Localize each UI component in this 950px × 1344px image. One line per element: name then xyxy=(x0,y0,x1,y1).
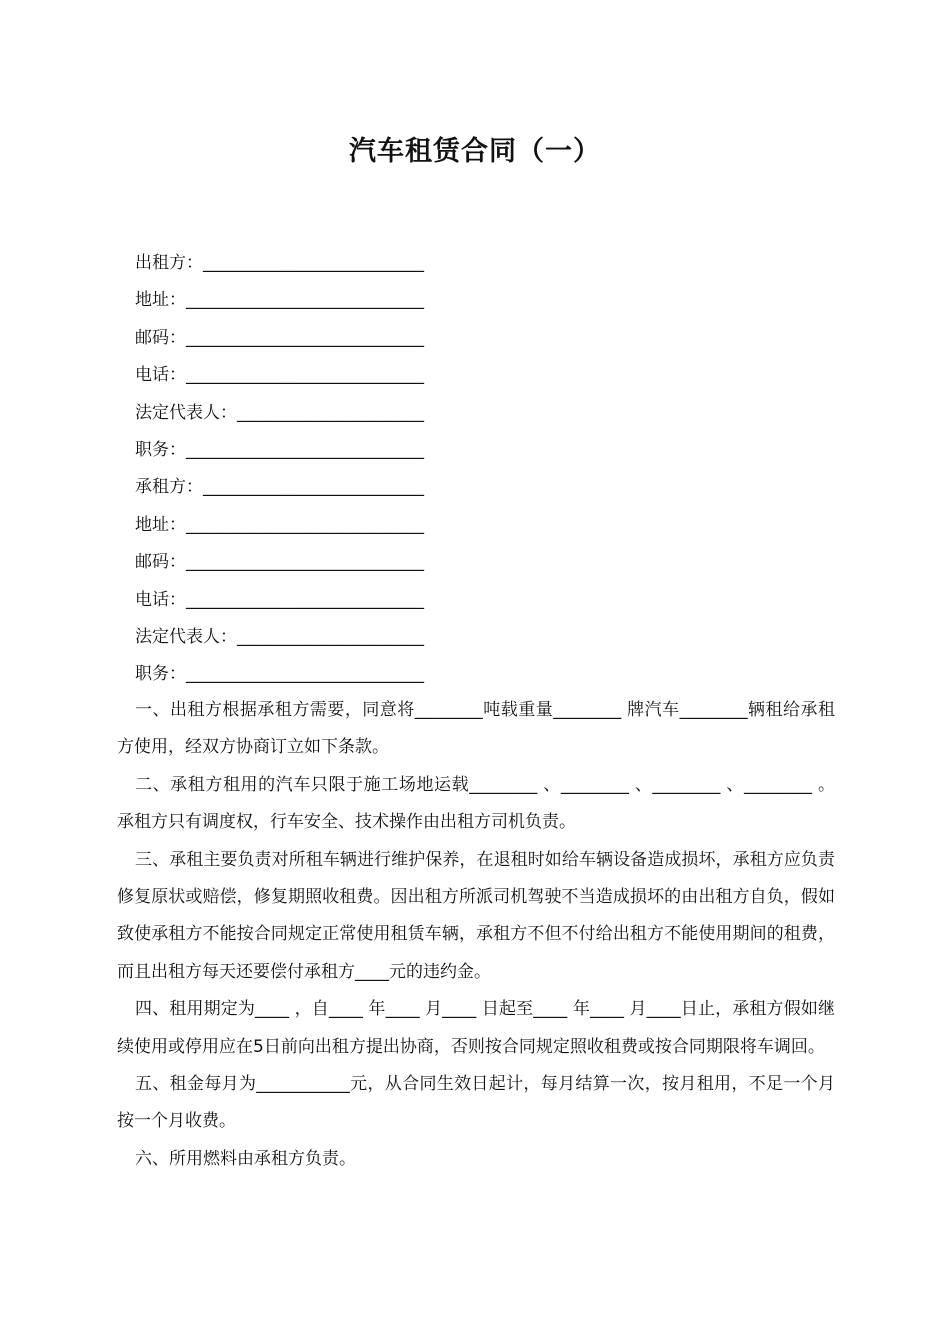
contract-clauses xyxy=(117,692,835,1178)
field-lessee-postcode xyxy=(135,544,495,581)
field-lessor-position xyxy=(135,432,495,469)
field-blank: ____________________________ xyxy=(186,514,424,535)
field-lessor-representative xyxy=(135,395,495,432)
field-label: 邮码： xyxy=(135,327,186,348)
field-label: 地址： xyxy=(135,514,186,535)
field-lessor-postcode xyxy=(135,320,495,357)
clause-2: 二、承租方租用的汽车只限于施工场地运载________ 、________ 、________ 、________ 。承租方只有调度权，行车安全、技术操作由出租方司机负责。 xyxy=(117,774,835,833)
field-label: 邮码： xyxy=(135,552,186,573)
clause-5: 五、租金每月为___________元，从合同生效日起计，每月结算一次，按月租用，不足一个月按一个月收费。 xyxy=(117,1074,835,1132)
field-lessee xyxy=(135,469,495,506)
field-blank: ____________________________ xyxy=(186,552,424,573)
field-label: 出租方： xyxy=(135,253,203,273)
field-label: 承租方： xyxy=(135,477,203,498)
clause-6: 六、所用燃料由承租方负责。 xyxy=(135,1148,356,1169)
field-blank: ____________________________ xyxy=(186,290,424,311)
page-title: 汽车租赁合同（一） xyxy=(349,136,601,167)
field-lessee-address xyxy=(135,507,495,544)
field-label: 电话： xyxy=(135,589,186,610)
party-info-fields xyxy=(135,245,495,694)
field-blank: ____________________________ xyxy=(186,589,424,610)
field-lessee-phone xyxy=(135,582,495,619)
field-blank: __________________________ xyxy=(203,253,424,273)
field-lessee-position xyxy=(135,656,495,693)
field-label: 法定代表人： xyxy=(135,626,237,647)
field-label: 职务： xyxy=(135,664,186,685)
field-blank: __________________________ xyxy=(203,477,424,498)
field-label: 职务： xyxy=(135,439,186,460)
clause-4: 四、租用期定为____ ，自____ 年____ 月____ 日起至____ 年____ 月____日止，承租方假如继续使用或停用应在5日前向出租方提出协商，否则按合同规定照收租费或按合同期限将车调回。 xyxy=(117,999,835,1057)
field-blank: ____________________________ xyxy=(186,365,424,386)
field-blank: ____________________________ xyxy=(186,327,424,348)
field-lessee-representative xyxy=(135,619,495,656)
field-blank: ______________________ xyxy=(237,626,424,647)
field-label: 电话： xyxy=(135,365,186,386)
field-label: 地址： xyxy=(135,290,186,311)
field-blank: ______________________ xyxy=(237,402,424,423)
field-lessor-address xyxy=(135,282,495,319)
clause-1: 一、出租方根据承租方需要，同意将________吨载重量________ 牌汽车________辆租给承租方使用，经双方协商订立如下条款。 xyxy=(117,700,835,758)
field-blank: ____________________________ xyxy=(186,664,424,685)
field-blank: ____________________________ xyxy=(186,439,424,460)
field-lessor-phone xyxy=(135,357,495,394)
field-label: 法定代表人： xyxy=(135,402,237,423)
field-lessor xyxy=(135,245,495,282)
clause-3: 三、承租主要负责对所租车辆进行维护保养，在退租时如给车辆设备造成损坏，承租方应负责修复原状或赔偿，修复期照收租费。因出租方所派司机驾驶不当造成损坏的由出租方自负，假如致使承租方不能按合同规定正常使用租赁车辆，承租方不但不付给出租方不能使用期间的租费，而且出租方每天还要偿付承租方____元的违约金。 xyxy=(117,849,835,982)
